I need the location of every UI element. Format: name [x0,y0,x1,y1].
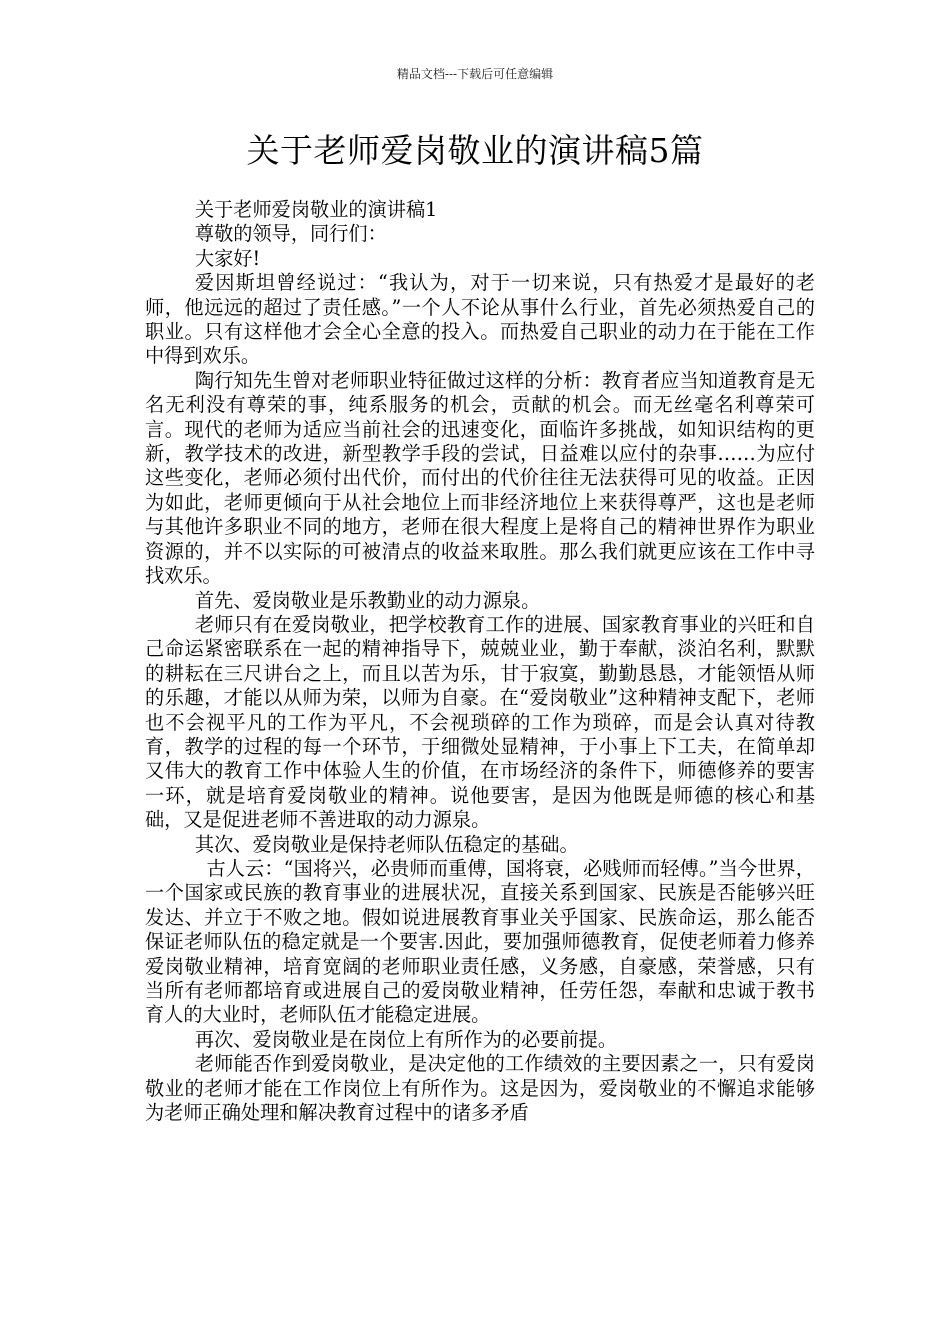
paragraph: 老师能否作到爱岗敬业，是决定他的工作绩效的主要因素之一，只有爱岗敬业的老师才能在工作岗位上有所作为。这是因为，爱岗敬业的不懈追求能够为老师正确处理和解决教育过程中的诸多矛盾 [145,1052,815,1125]
greeting: 大家好! [194,246,261,270]
point-heading: 首先、爱岗敬业是乐教勤业的动力源泉。 [194,588,541,612]
paragraph: 古人云：“国将兴，必贵师而重傅，国将衰，必贱师而轻傅。”当今世界，一个国家或民族的教育事业的进展状况，直接关系到国家、民族是否能够兴旺发达、并立于不败之地。假如说进展教育事业关乎国家、民族命运，那么能否保证老师队伍的稳定就是一个要害.因此，要加强师德教育，促使老师着力修养爱岗敬业精神，培育宽阔的老师职业责任感，义务感，自豪感，荣誉感，只有当所有老师都培育或进展自己的爱岗敬业精神，任劳任怨，奉献和忠诚于教书育人的大业时，老师队伍才能稳定进展。 [145,856,815,1027]
paragraph: 陶行知先生曾对老师职业特征做过这样的分析：教育者应当知道教育是无名无利没有尊荣的事，纯系服务的机会，贡献的机会。而无丝毫名利尊荣可言。现代的老师为适应当前社会的迅速变化，面临许多挑战，如知识结构的更新，教学技术的改进，新型教学手段的尝试，日益难以应付的杂事……为应付这些变化，老师必须付出代价，而付出的代价往往无法获得可见的收益。正因为如此，老师更倾向于从社会地位上而非经济地位上来获得尊严，这也是老师与其他许多职业不同的地方，老师在很大程度上是将自己的精神世界作为职业资源的，并不以实际的可被清点的收益来取胜。那么我们就更应该在工作中寻找欢乐。 [145,368,815,588]
section-heading: 关于老师爱岗敬业的演讲稿1 [194,198,438,221]
document-body [145,198,815,1125]
document-title: 关于老师爱岗敬业的演讲稿5篇 [246,131,704,170]
point-heading: 其次、爱岗敬业是保持老师队伍稳定的基础。 [194,832,579,856]
salutation: 尊敬的领导，同行们： [194,222,387,246]
paragraph: 老师只有在爱岗敬业，把学校教育工作的进展、国家教育事业的兴旺和自己命运紧密联系在一起的精神指导下，兢兢业业，勤于奉献，淡泊名利，默默的耕耘在三尺讲台之上，而且以苦为乐，甘于寂寞，勤勤恳恳，才能领悟从师的乐趣，才能以从师为荣，以师为自豪。在“爱岗敬业”这种精神支配下，老师也不会视平凡的工作为平凡，不会视琐碎的工作为琐碎，而是会认真对待教育，教学的过程的每一个环节，于细微处显精神，于小事上下工夫，在简单却又伟大的教育工作中体验人生的价值，在市场经济的条件下，师德修养的要害一环，就是培育爱岗敬业的精神。说他要害，是因为他既是师德的核心和基础，又是促进老师不善进取的动力源泉。 [145,612,815,832]
header-note: 精品文档---下载后可任意编辑 [396,67,554,81]
paragraph: 爱因斯坦曾经说过：“我认为，对于一切来说，只有热爱才是最好的老师，他远远的超过了责任感。”一个人不论从事什么行业，首先必须热爱自己的职业。只有这样他才会全心全意的投入。而热爱自己职业的动力在于能在工作中得到欢乐。 [145,271,815,368]
point-heading: 再次、爱岗敬业是在岗位上有所作为的必要前提。 [194,1027,618,1051]
